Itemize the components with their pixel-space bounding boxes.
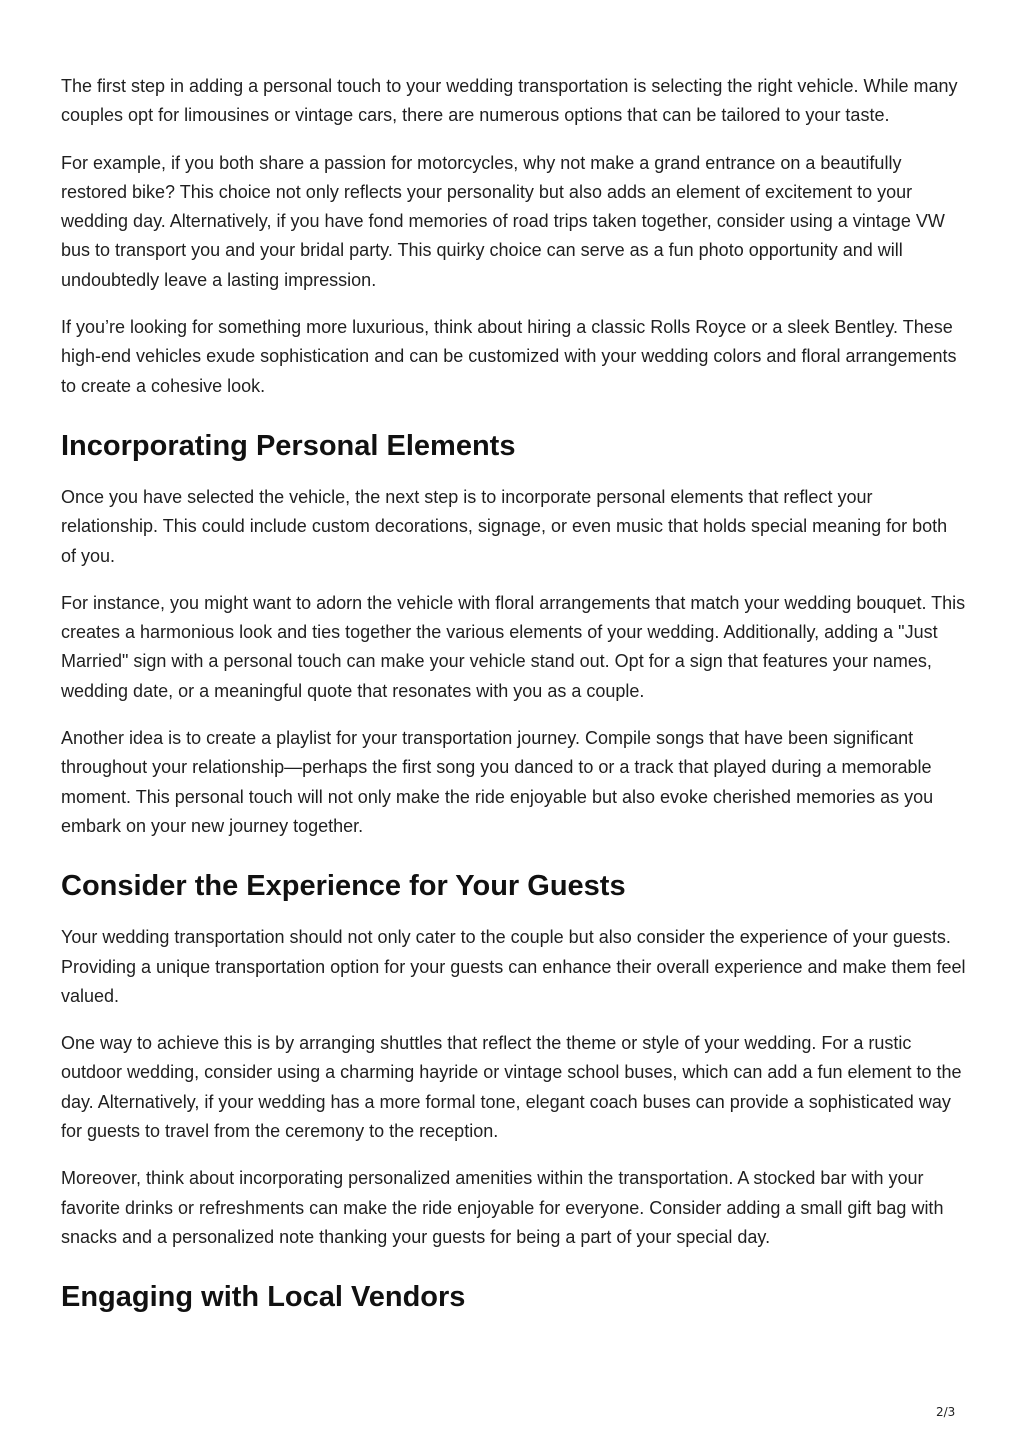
paragraph: Once you have selected the vehicle, the next step is to incorporate personal elements that reflect your relationship. This could include custom decorations, signage, or even music that holds special meaning for both of you. [61, 486, 948, 566]
document-page [61, 72, 967, 1334]
paragraph: One way to achieve this is by arranging shuttles that reflect the theme or style of your wedding. For a rustic outdoor wedding, consider using a charming hayride or vintage school buses, which can add a fun element to the day. Alternatively, if your wedding has a more formal tone, elegant coach buses can provide a sophisticated way for guests to travel from the ceremony to the reception. [61, 1033, 962, 1142]
paragraph: Moreover, think about incorporating personalized amenities within the transportation. A stocked bar with your favorite drinks or refreshments can make the ride enjoyable for everyone. Consider adding a small gift bag with snacks and a personalized note thanking your guests for being a part of your special day. [61, 1168, 944, 1247]
paragraph: Your wedding transportation should not only cater to the couple but also consider the experience of your guests. Providing a unique transportation option for your guests can enhance their overall experience and make them feel valued. [61, 927, 966, 1006]
page-number: 2/3 [936, 1405, 956, 1419]
paragraph: The first step in adding a personal touch to your wedding transportation is selecting the right vehicle. While many couples opt for limousines or vintage cars, there are numerous options that can be tailored to your taste. [61, 76, 958, 126]
section-heading: Engaging with Local Vendors [61, 1281, 466, 1314]
paragraph: For example, if you both share a passion for motorcycles, why not make a grand entrance on a beautifully restored bike? This choice not only reflects your personality but also adds an element of excitement to your wedding day. Alternatively, if you have fond memories of road trips taken together, consider using a vintage VW bus to transport you and your bridal party. This quirky choice can serve as a fun photo opportunity and will undoubtedly leave a lasting impression. [61, 152, 945, 290]
paragraph: If you’re looking for something more luxurious, think about hiring a classic Rolls Royce or a sleek Bentley. These high-end vehicles exude sophistication and can be customized with your wedding colors and floral arrangements to create a cohesive look. [61, 317, 957, 396]
paragraph: For instance, you might want to adorn the vehicle with floral arrangements that match your wedding bouquet. This creates a harmonious look and ties together the various elements of your wedding. Additionally, adding a "Just Married" sign with a personal touch can make your vehicle stand out. Opt for a sign that features your names, wedding date, or a meaningful quote that resonates with you as a couple. [61, 592, 966, 701]
section-heading: Incorporating Personal Elements [61, 429, 516, 462]
paragraph: Another idea is to create a playlist for your transportation journey. Compile songs that have been significant throughout your relationship—perhaps the first song you danced to or a track that played during a memorable moment. This personal touch will not only make the ride enjoyable but also evoke cherished memories as you embark on your new journey together. [61, 728, 934, 836]
section-heading: Consider the Experience for Your Guests [61, 870, 626, 903]
